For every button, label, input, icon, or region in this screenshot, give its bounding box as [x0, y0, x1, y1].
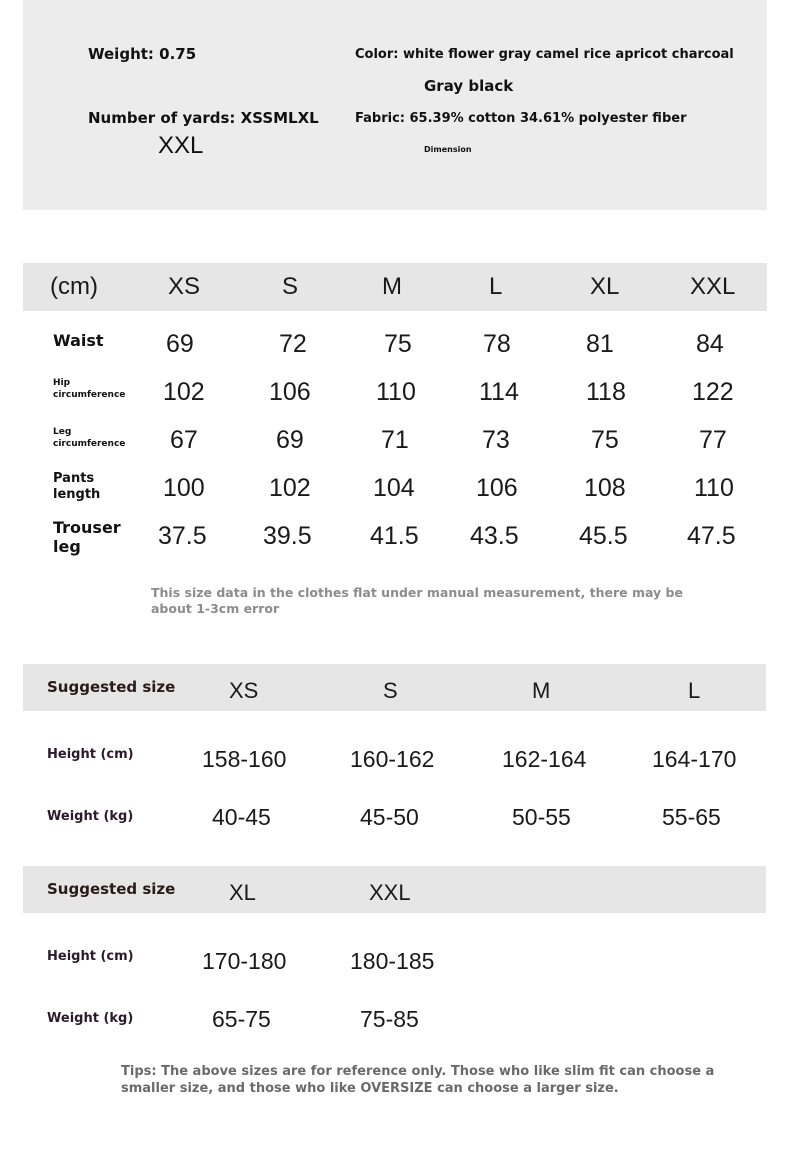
row-label-hip-line1: Hip	[53, 378, 71, 388]
fabric-info: Fabric: 65.39% cotton 34.61% polyester fiber	[355, 111, 687, 126]
table-cell: 69	[166, 330, 194, 358]
size-header-s: S	[282, 273, 299, 300]
row-label-pants-line2: length	[53, 487, 101, 502]
table-cell: 75	[591, 426, 619, 454]
table-cell: 102	[269, 474, 311, 502]
row-label-trouser-leg	[53, 518, 121, 556]
table-cell: 37.5	[158, 522, 207, 550]
measurement-note	[151, 585, 683, 617]
table-cell: 102	[163, 378, 205, 406]
measurement-note-line2: about 1-3cm error	[151, 601, 280, 616]
weight-value: 50-55	[512, 804, 571, 830]
table-cell: 47.5	[687, 522, 736, 550]
product-info-panel	[23, 0, 767, 210]
weight-value: 65-75	[212, 1006, 271, 1032]
suggested-size-s: S	[383, 678, 398, 703]
size-header-l: L	[489, 273, 503, 300]
weight-value: 45-50	[360, 804, 419, 830]
suggested-size-xl: XL	[229, 880, 256, 905]
row-label-trouser-line1: Trouser	[53, 518, 121, 537]
yards-info: Number of yards: XSSMLXL	[88, 109, 319, 127]
table-cell: 84	[696, 330, 724, 358]
table-cell: 69	[276, 426, 304, 454]
table-cell: 81	[586, 330, 614, 358]
dimension-label: Dimension	[424, 145, 472, 154]
weight-value: 75-85	[360, 1006, 419, 1032]
table-cell: 100	[163, 474, 205, 502]
table-cell: 106	[476, 474, 518, 502]
yards-info-continued: XXL	[158, 132, 204, 159]
tips-line2: smaller size, and those who like OVERSIZE can choose a larger size.	[121, 1081, 619, 1096]
row-label-hip-line2: circumference	[53, 390, 126, 400]
row-label-leg-line2: circumference	[53, 439, 126, 449]
table-cell: 75	[384, 330, 412, 358]
table-cell: 108	[584, 474, 626, 502]
weight-value: 55-65	[662, 804, 721, 830]
height-value: 170-180	[202, 948, 287, 974]
height-label-1: Height (cm)	[47, 747, 134, 762]
table-cell: 110	[694, 474, 734, 502]
size-header-xs: XS	[168, 273, 201, 300]
table-cell: 67	[170, 426, 198, 454]
height-value: 164-170	[652, 746, 737, 772]
suggested-size-l: L	[688, 678, 701, 703]
table-cell: 71	[381, 426, 409, 454]
table-cell: 45.5	[579, 522, 628, 550]
suggested-size-xxl: XXL	[369, 880, 411, 905]
height-value: 180-185	[350, 948, 435, 974]
weight-value: 40-45	[212, 804, 271, 830]
table-cell: 39.5	[263, 522, 312, 550]
height-value: 162-164	[502, 746, 587, 772]
size-header-xxl: XXL	[690, 273, 736, 300]
table-cell: 110	[376, 378, 416, 406]
row-label-waist: Waist	[53, 331, 104, 350]
table-cell: 78	[483, 330, 511, 358]
row-label-leg	[53, 426, 125, 450]
table-cell: 122	[692, 378, 734, 406]
table-cell: 104	[373, 474, 415, 502]
table-cell: 114	[479, 378, 519, 406]
table-cell: 41.5	[370, 522, 419, 550]
table-cell: 118	[586, 378, 626, 406]
row-label-trouser-line2: leg	[53, 537, 81, 556]
suggested-size-title-1: Suggested size	[47, 678, 176, 696]
height-label-2: Height (cm)	[47, 949, 134, 964]
row-label-hip	[53, 377, 125, 401]
height-value: 160-162	[350, 746, 435, 772]
color-info-continued: Gray black	[424, 77, 514, 95]
weight-info: Weight: 0.75	[88, 45, 197, 63]
weight-label-1: Weight (kg)	[47, 809, 134, 824]
row-label-pants-length	[53, 471, 100, 503]
suggested-size-xs: XS	[229, 678, 259, 703]
color-info: Color: white flower gray camel rice apricot charcoal	[355, 47, 734, 62]
size-header-m: M	[382, 273, 402, 300]
unit-header: (cm)	[50, 273, 98, 300]
table-cell: 73	[482, 426, 510, 454]
table-cell: 77	[699, 426, 727, 454]
suggested-size-m: M	[532, 678, 551, 703]
measurement-note-line1: This size data in the clothes flat under manual measurement, there may be	[151, 585, 683, 600]
suggested-size-title-2: Suggested size	[47, 880, 176, 898]
tips-note	[121, 1063, 714, 1097]
height-value: 158-160	[202, 746, 287, 772]
weight-label-2: Weight (kg)	[47, 1011, 134, 1026]
size-header-xl: XL	[590, 273, 620, 300]
row-label-pants-line1: Pants	[53, 471, 95, 486]
table-cell: 106	[269, 378, 311, 406]
row-label-leg-line1: Leg	[53, 427, 72, 437]
tips-line1: Tips: The above sizes are for reference only. Those who like slim fit can choose a	[121, 1064, 715, 1079]
table-cell: 43.5	[470, 522, 519, 550]
table-cell: 72	[279, 330, 307, 358]
